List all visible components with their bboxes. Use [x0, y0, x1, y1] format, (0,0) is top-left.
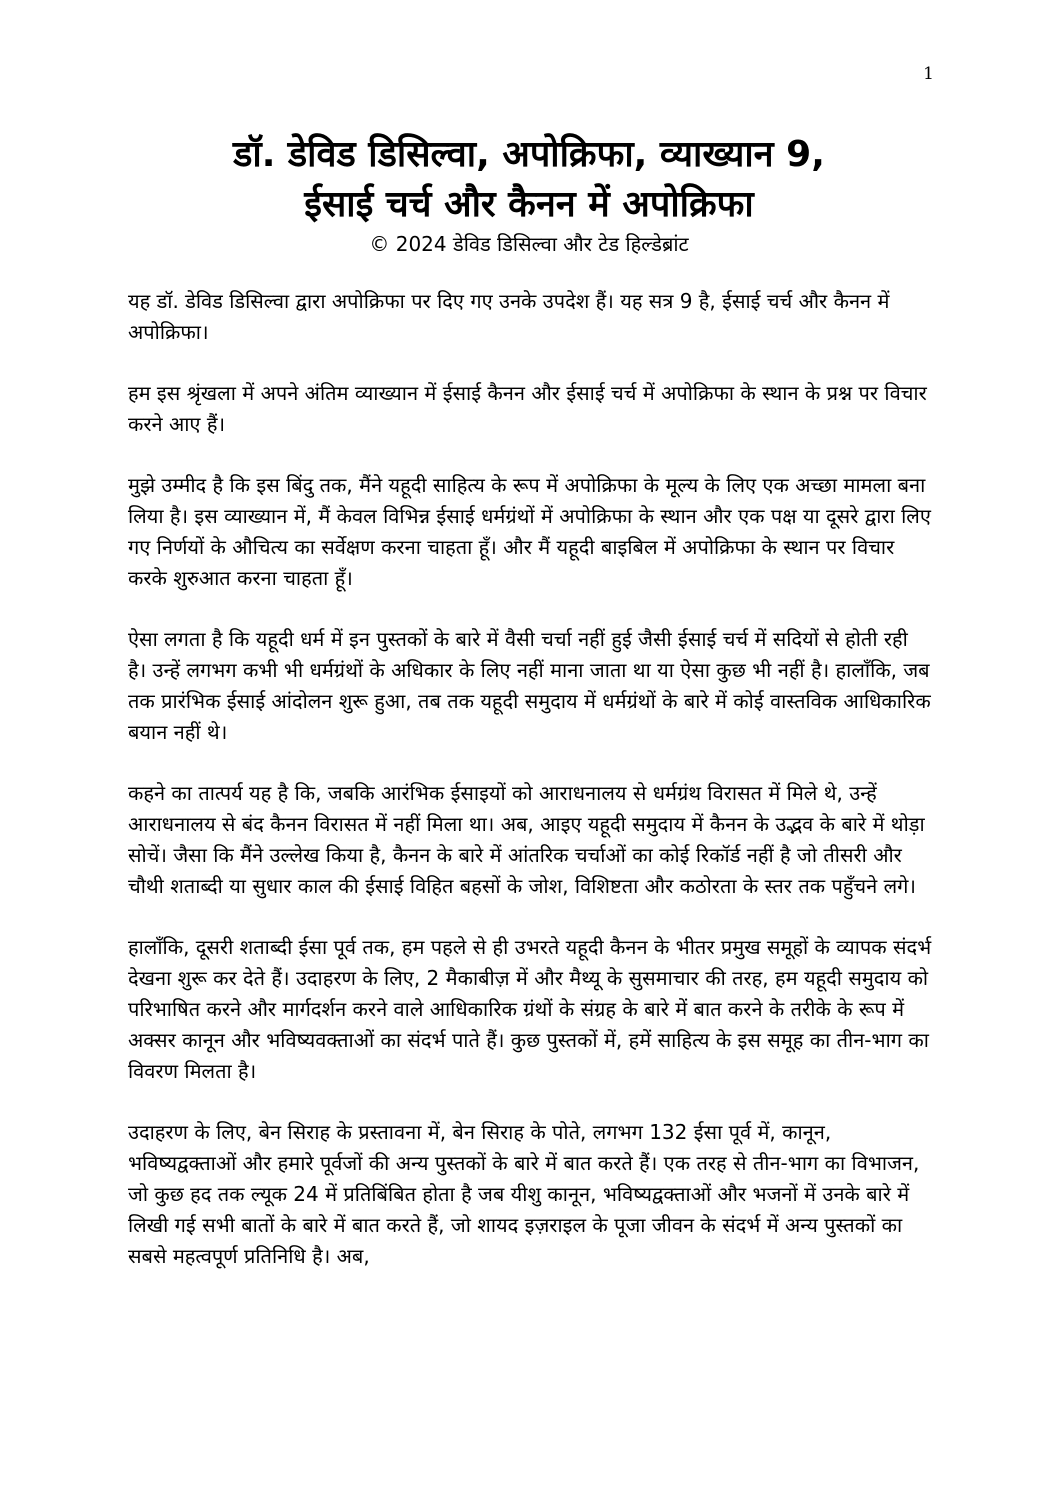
document-title — [100, 130, 958, 230]
paragraph-5: कहने का तात्पर्य यह है कि, जबकि आरंभिक ईसाइयों को आराधनालय से धर्मग्रंथ विरासत में मिले थे, उन्हें आराधनालय से बंद कैनन विरासत में नहीं मिला था। अब, आइए यहूदी समुदाय में कैनन के उद्भव के बारे में थोड़ा सोचें। जैसा कि मैंने उल्लेख किया है, कैनन के बारे में आंतरिक चर्चाओं का कोई रिकॉर्ड नहीं है जो तीसरी और चौथी शताब्दी या सुधार काल की ईसाई विहित बहसों के जोश, विशिष्टता और कठोरता के स्तर तक पहुँचने लगे। — [128, 781, 925, 898]
title-line-2: ईसाई चर्च और कैनन में अपोक्रिफा — [304, 184, 754, 225]
copyright-line: © 2024 डेविड डिसिल्वा और टेड हिल्डेब्रांट — [369, 232, 689, 256]
body-text — [128, 286, 932, 1302]
page-number: 1 — [923, 64, 934, 84]
title-line-1: डॉ. डेविड डिसिल्वा, अपोक्रिफा, व्याख्यान 9, — [233, 134, 825, 175]
paragraph-4: ऐसा लगता है कि यहूदी धर्म में इन पुस्तकों के बारे में वैसी चर्चा नहीं हुई जैसी ईसाई चर्च में सदियों से होती रही है। उन्हें लगभग कभी भी धर्मग्रंथों के अधिकार के लिए नहीं माना जाता था या ऐसा कुछ भी नहीं है। हालाँकि, जब तक प्रारंभिक ईसाई आंदोलन शुरू हुआ, तब तक यहूदी समुदाय में धर्मग्रंथों के बारे में कोई वास्तविक आधिकारिक बयान नहीं थे। — [128, 627, 931, 744]
paragraph-3: मुझे उम्मीद है कि इस बिंदु तक, मैंने यहूदी साहित्य के रूप में अपोक्रिफा के मूल्य के लिए एक अच्छा मामला बना लिया है। इस व्याख्यान में, मैं केवल विभिन्न ईसाई धर्मग्रंथों में अपोक्रिफा के स्थान और एक पक्ष या दूसरे द्वारा लिए गए निर्णयों के औचित्य का सर्वेक्षण करना चाहता हूँ। और मैं यहूदी बाइबिल में अपोक्रिफा के स्थान पर विचार करके शुरुआत करना चाहता हूँ। — [128, 473, 931, 590]
paragraph-2: हम इस श्रृंखला में अपने अंतिम व्याख्यान में ईसाई कैनन और ईसाई चर्च में अपोक्रिफा के स्थान के प्रश्न पर विचार करने आए हैं। — [128, 381, 927, 436]
paragraph-1: यह डॉ. डेविड डिसिल्वा द्वारा अपोक्रिफा पर दिए गए उनके उपदेश हैं। यह सत्र 9 है, ईसाई चर्च और कैनन में अपोक्रिफा। — [128, 289, 890, 344]
paragraph-7: उदाहरण के लिए, बेन सिराह के प्रस्तावना में, बेन सिराह के पोते, लगभग 132 ईसा पूर्व में, कानून, भविष्यद्वक्ताओं और हमारे पूर्वजों की अन्य पुस्तकों के बारे में बात करते हैं। एक तरह से तीन-भाग का विभाजन, जो कुछ हद तक ल्यूक 24 में प्रतिबिंबित होता है जब यीशु कानून, भविष्यद्वक्ताओं और भजनों में उनके बारे में लिखी गई सभी बातों के बारे में बात करते हैं, जो शायद इज़राइल के पूजा जीवन के संदर्भ में अन्य पुस्तकों का सबसे महत्वपूर्ण प्रतिनिधि है। अब, — [128, 1120, 920, 1268]
paragraph-6: हालाँकि, दूसरी शताब्दी ईसा पूर्व तक, हम पहले से ही उभरते यहूदी कैनन के भीतर प्रमुख समूहों के व्यापक संदर्भ देखना शुरू कर देते हैं। उदाहरण के लिए, 2 मैकाबीज़ में और मैथ्यू के सुसमाचार की तरह, हम यहूदी समुदाय को परिभाषित करने और मार्गदर्शन करने वाले आधिकारिक ग्रंथों के संग्रह के बारे में बात करने के तरीके के रूप में अक्सर कानून और भविष्यवक्ताओं का संदर्भ पाते हैं। कुछ पुस्तकों में, हमें साहित्य के इस समूह का तीन-भाग का विवरण मिलता है। — [128, 935, 932, 1083]
